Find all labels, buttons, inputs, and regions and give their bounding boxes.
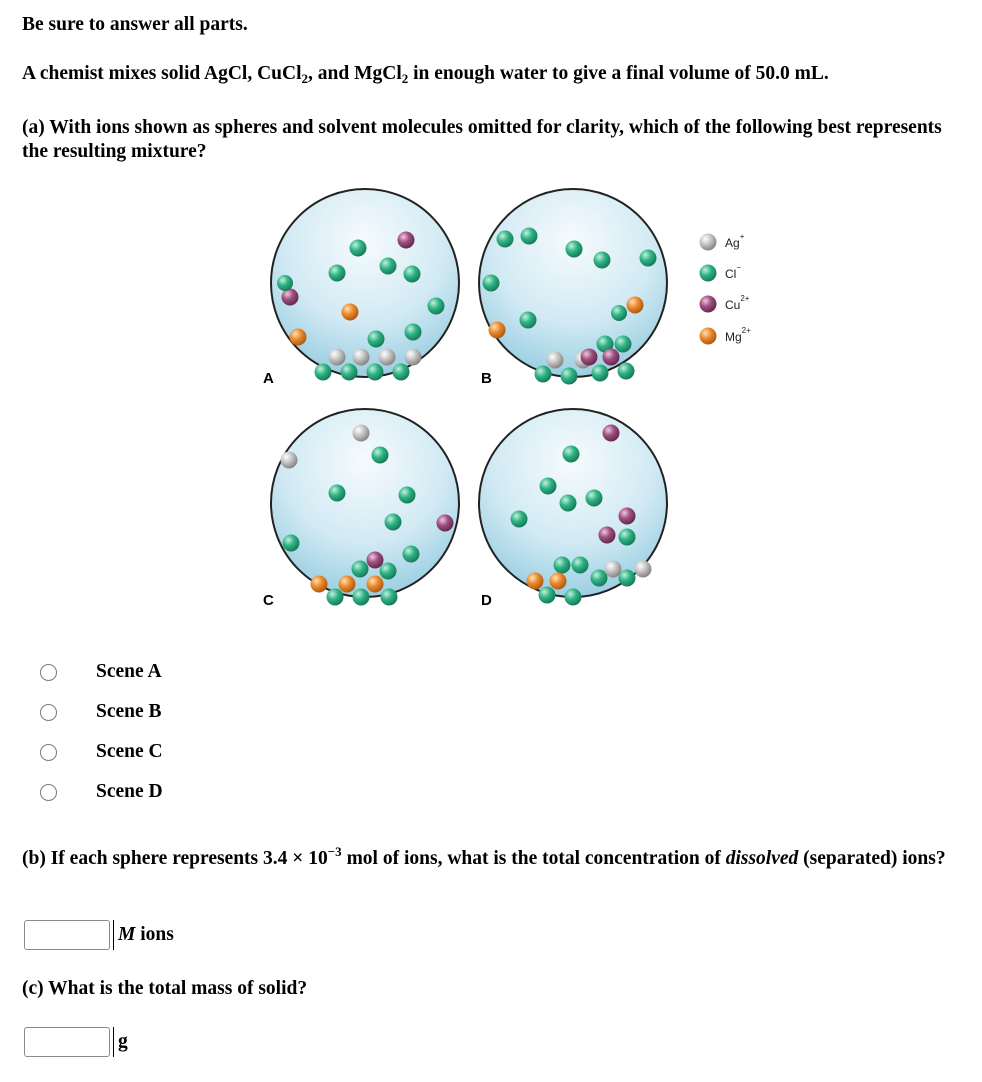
cl-ion — [350, 240, 367, 257]
cu-ion — [619, 508, 636, 525]
mg-ion — [627, 297, 644, 314]
cu-ion — [367, 552, 384, 569]
silver-sphere-icon — [700, 234, 717, 251]
scene-a-container — [271, 189, 459, 377]
ag-ion — [353, 425, 370, 442]
legend-charge-ag: + — [739, 232, 745, 241]
part-b-question: (b) If each sphere represents $3.4 \times 10^{-3}$ mol of ions, what is the total concentration of dissolved (separated) ions? — [22, 844, 946, 869]
mg-ion — [367, 576, 384, 593]
choice-scene-d[interactable] — [40, 772, 163, 812]
cl-ion — [497, 231, 514, 248]
part-c-question: (c) What is the total mass of solid? — [22, 978, 308, 999]
cu-ion — [603, 425, 620, 442]
ag-ion — [281, 452, 298, 469]
cl-ion — [565, 589, 582, 606]
mg-ion — [550, 573, 567, 590]
scene-b — [479, 189, 667, 387]
scene-d — [479, 409, 667, 609]
cl-ion — [539, 587, 556, 604]
mg-ion — [339, 576, 356, 593]
cl-ion — [619, 529, 636, 546]
scene-b-container — [479, 189, 667, 377]
cl-ion — [483, 275, 500, 292]
concentration-unit: M ions — [118, 924, 174, 945]
cl-ion — [560, 495, 577, 512]
ag-ion — [547, 352, 564, 369]
cu-ion — [398, 232, 415, 249]
choice-label: Scene A — [96, 661, 162, 682]
cl-ion — [315, 364, 332, 381]
cl-ion — [329, 265, 346, 282]
cl-ion — [352, 561, 369, 578]
cl-ion — [554, 557, 571, 574]
cl-ion — [399, 487, 416, 504]
cl-ion — [615, 336, 632, 353]
cl-ion — [520, 312, 537, 329]
answer-choices — [40, 652, 163, 812]
part-a-question: (a) With ions shown as spheres and solvent molecules omitted for clarity, which of the following best represents the resulting mixture? — [22, 117, 942, 162]
mg-ion — [527, 573, 544, 590]
cl-ion — [393, 364, 410, 381]
scene-label-a: A — [263, 370, 274, 387]
cu-ion — [599, 527, 616, 544]
cl-ion — [367, 364, 384, 381]
cl-ion — [561, 368, 578, 385]
cl-ion — [403, 546, 420, 563]
cl-ion — [566, 241, 583, 258]
cl-ion — [381, 589, 398, 606]
cl-ion — [592, 365, 609, 382]
cu-ion — [437, 515, 454, 532]
orange-sphere-icon — [700, 328, 717, 345]
cl-ion — [380, 258, 397, 275]
cl-ion — [283, 535, 300, 552]
radio-button[interactable] — [40, 664, 57, 681]
scene-a — [263, 189, 459, 387]
legend-ion-cl: Cl — [725, 267, 737, 281]
cl-ion — [380, 563, 397, 580]
mg-ion — [290, 329, 307, 346]
radio-button[interactable] — [40, 784, 57, 801]
ag-ion — [605, 561, 622, 578]
cl-ion — [511, 511, 528, 528]
cl-ion — [428, 298, 445, 315]
scene-label-b: B — [481, 370, 492, 387]
ag-ion — [329, 349, 346, 366]
cu-ion — [603, 349, 620, 366]
cu-ion — [282, 289, 299, 306]
part-b-answer — [24, 920, 174, 950]
legend-charge-cu: 2+ — [740, 294, 750, 303]
part-c-answer — [24, 1027, 128, 1057]
cl-ion — [405, 324, 422, 341]
cl-ion — [586, 490, 603, 507]
svg-text:Cl− — [725, 263, 741, 281]
scene-label-c: C — [263, 592, 274, 609]
cu-ion — [581, 349, 598, 366]
cl-ion — [404, 266, 421, 283]
concentration-input[interactable] — [24, 920, 110, 950]
mg-ion — [311, 576, 328, 593]
ag-ion — [405, 349, 422, 366]
legend-charge-mg: 2+ — [741, 326, 751, 335]
cl-ion — [277, 275, 293, 291]
radio-button[interactable] — [40, 704, 57, 721]
instructions: Be sure to answer all parts. — [22, 14, 248, 35]
mg-ion — [342, 304, 359, 321]
choice-scene-c[interactable] — [40, 732, 163, 772]
problem-statement: A chemist mixes solid AgCl, CuCl$_2$, and MgCl$_2$ in enough water to give a final volume of 50.0 mL. — [22, 63, 829, 86]
ag-ion — [353, 349, 370, 366]
purple-sphere-icon — [700, 296, 717, 313]
cl-ion — [341, 364, 358, 381]
svg-text:Mg2+ — [725, 326, 751, 344]
cl-ion — [385, 514, 402, 531]
cl-ion — [640, 250, 657, 267]
choice-scene-b[interactable] — [40, 692, 163, 732]
choice-label: Scene C — [96, 741, 163, 762]
svg-text:Ag+ — [725, 232, 745, 250]
cl-ion — [329, 485, 346, 502]
mass-input[interactable] — [24, 1027, 110, 1057]
choice-scene-a[interactable] — [40, 652, 163, 692]
legend-ion-ag: Ag — [725, 236, 740, 250]
scene-c — [263, 409, 459, 609]
legend-ion-cu: Cu — [725, 298, 741, 312]
ag-ion — [635, 561, 652, 578]
legend-charge-cl: − — [736, 263, 742, 272]
mass-unit: g — [118, 1031, 128, 1052]
ag-ion — [379, 349, 396, 366]
choice-label: Scene D — [96, 781, 163, 802]
cl-ion — [368, 331, 385, 348]
scenes-figure — [255, 185, 775, 625]
cl-ion — [572, 557, 589, 574]
cl-ion — [327, 589, 344, 606]
choice-label: Scene B — [96, 701, 162, 722]
cl-ion — [594, 252, 611, 269]
cl-ion — [619, 570, 636, 587]
cl-ion — [521, 228, 538, 245]
svg-text:Cu2+ — [725, 294, 750, 312]
cl-ion — [591, 570, 608, 587]
unit-divider — [113, 1027, 114, 1057]
mg-ion — [489, 322, 506, 339]
cl-ion — [372, 447, 389, 464]
cl-ion — [535, 366, 552, 383]
cl-ion — [618, 363, 635, 380]
ion-legend — [700, 232, 752, 345]
unit-divider — [113, 920, 114, 950]
cl-ion — [353, 589, 370, 606]
cl-ion — [611, 305, 627, 321]
green-sphere-icon — [700, 265, 717, 282]
scene-label-d: D — [481, 592, 492, 609]
legend-ion-mg: Mg — [725, 330, 742, 344]
radio-button[interactable] — [40, 744, 57, 761]
cl-ion — [540, 478, 557, 495]
cl-ion — [563, 446, 580, 463]
